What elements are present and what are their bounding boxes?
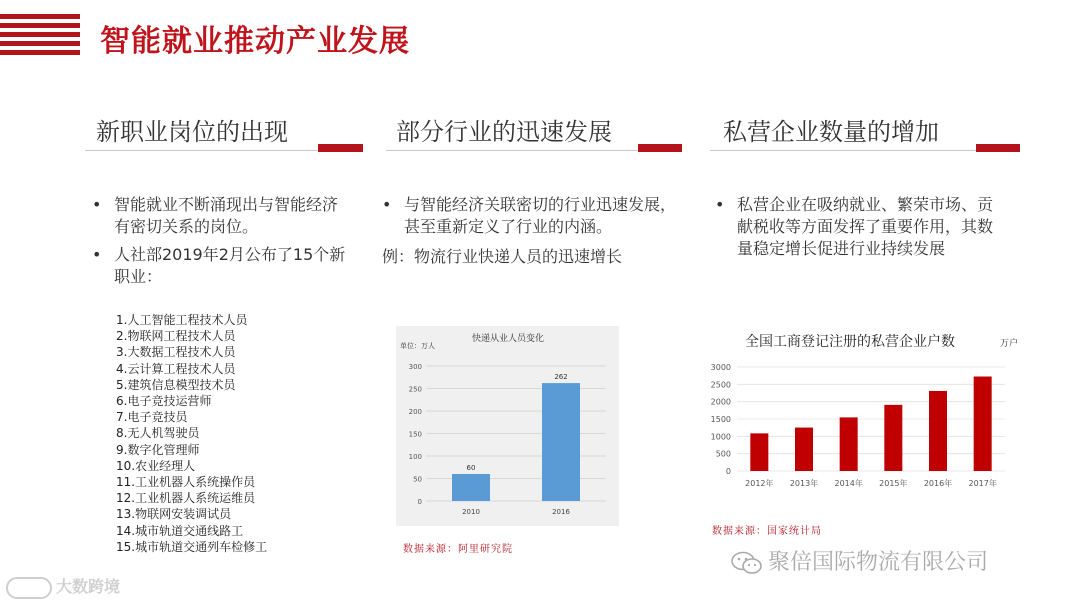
y-axis-unit: 单位：万人 (400, 342, 435, 350)
occupation-item: 8.无人机驾驶员 (116, 426, 200, 441)
x-tick-label: 2016 (552, 508, 570, 516)
y-tick-label: 300 (408, 363, 422, 371)
occupation-item: 6.电子竞技运营师 (116, 394, 212, 409)
bar (929, 391, 947, 471)
data-source-nbs: 数据来源：国家统计局 (712, 526, 822, 537)
watermark-right: 聚倍国际物流有限公司 (730, 545, 988, 576)
bullet-list (90, 194, 352, 294)
bullet-item: • 人社部2019年2月公布了15个新职业： (90, 244, 352, 288)
y-tick-label: 500 (715, 449, 731, 459)
wechat-icon (730, 551, 764, 575)
y-tick-label: 1000 (710, 432, 731, 442)
brand-logo-icon (6, 577, 52, 599)
x-tick-label: 2010 (462, 508, 480, 516)
occupation-item: 12.工业机器人系统运维员 (116, 491, 256, 506)
chart-title: 快递从业人员变化 (471, 334, 545, 344)
column-heading-private-enterprises: 私营企业数量的增加 (723, 118, 939, 146)
heading-rule (710, 150, 1020, 151)
occupation-item: 14.城市轨道交通线路工 (116, 523, 244, 538)
y-tick-label: 2000 (710, 397, 731, 407)
bar (974, 376, 992, 471)
occupation-item: 4.云计算工程技术人员 (116, 361, 236, 376)
bullet-list (380, 194, 684, 244)
column-heading-industry: 部分行业的迅速发展 (396, 118, 612, 146)
bar (452, 474, 490, 501)
x-tick-label: 2014年 (834, 479, 863, 488)
example-text: 例：物流行业快递人员的迅速增长 (382, 247, 623, 266)
occupation-item: 5.建筑信息模型技术员 (116, 377, 236, 392)
y-tick-label: 2500 (710, 380, 731, 390)
courier-chart-svg (396, 326, 619, 526)
heading-accent-bar (976, 144, 1020, 152)
occupation-item: 13.物联网安装调试员 (116, 507, 232, 522)
x-tick-label: 2016年 (923, 479, 953, 488)
data-source-ali: 数据来源：阿里研究院 (403, 544, 513, 555)
new-occupations-list (116, 312, 267, 555)
courier-chart (396, 326, 619, 526)
x-tick-label: 2012年 (745, 479, 774, 488)
bullet-list (713, 194, 1003, 266)
y-tick-label: 100 (408, 453, 422, 461)
enterprise-chart-unit: 万户 (1000, 339, 1019, 349)
occupation-item: 2.物联网工程技术人员 (116, 329, 236, 344)
x-tick-label: 2015年 (879, 479, 908, 488)
bar (750, 433, 768, 471)
column-heading-new-jobs: 新职业岗位的出现 (96, 118, 288, 146)
heading-accent-bar (638, 144, 682, 152)
bullet-item: • 私营企业在吸纳就业、繁荣市场、贡献税收等方面发挥了重要作用，其数量稳定增长促进行业持续发展 (713, 194, 1003, 260)
y-tick-label: 3000 (710, 363, 731, 372)
bar (884, 405, 902, 471)
occupation-item: 15.城市轨道交通列车检修工 (116, 539, 268, 554)
y-tick-label: 200 (408, 408, 422, 416)
occupation-item: 11.工业机器人系统操作员 (116, 475, 256, 490)
occupation-item: 1.人工智能工程技术人员 (116, 313, 248, 327)
x-tick-label: 2013年 (789, 479, 819, 488)
y-tick-label: 50 (413, 475, 422, 484)
data-label: 60 (466, 464, 476, 472)
bar (795, 428, 813, 471)
occupation-item: 9.数字化管理师 (116, 442, 200, 457)
enterprise-chart-svg (700, 355, 1010, 500)
occupation-item: 10.农业经理人 (116, 458, 196, 473)
watermark-left: 大数跨境 (6, 574, 120, 599)
bar (542, 383, 580, 501)
y-tick-label: 250 (408, 385, 422, 394)
bullet-item: • 与智能经济关联密切的行业迅速发展，甚至重新定义了行业的内涵。 (380, 194, 684, 238)
occupation-item: 3.大数据工程技术人员 (116, 345, 236, 360)
y-tick-label: 0 (417, 498, 422, 506)
enterprise-chart-title: 全国工商登记注册的私营企业户数 (745, 334, 955, 350)
y-tick-label: 0 (725, 467, 731, 476)
header-stripes (0, 14, 80, 59)
heading-accent-bar (318, 144, 363, 152)
bar (840, 417, 858, 471)
x-tick-label: 2017年 (968, 479, 997, 488)
data-label: 262 (554, 373, 568, 382)
page-title: 智能就业推动产业发展 (100, 24, 410, 59)
occupation-item: 7.电子竞技员 (116, 410, 188, 425)
y-tick-label: 150 (408, 430, 422, 439)
y-tick-label: 1500 (710, 415, 731, 424)
bullet-item: • 智能就业不断涌现出与智能经济有密切关系的岗位。 (90, 194, 352, 238)
